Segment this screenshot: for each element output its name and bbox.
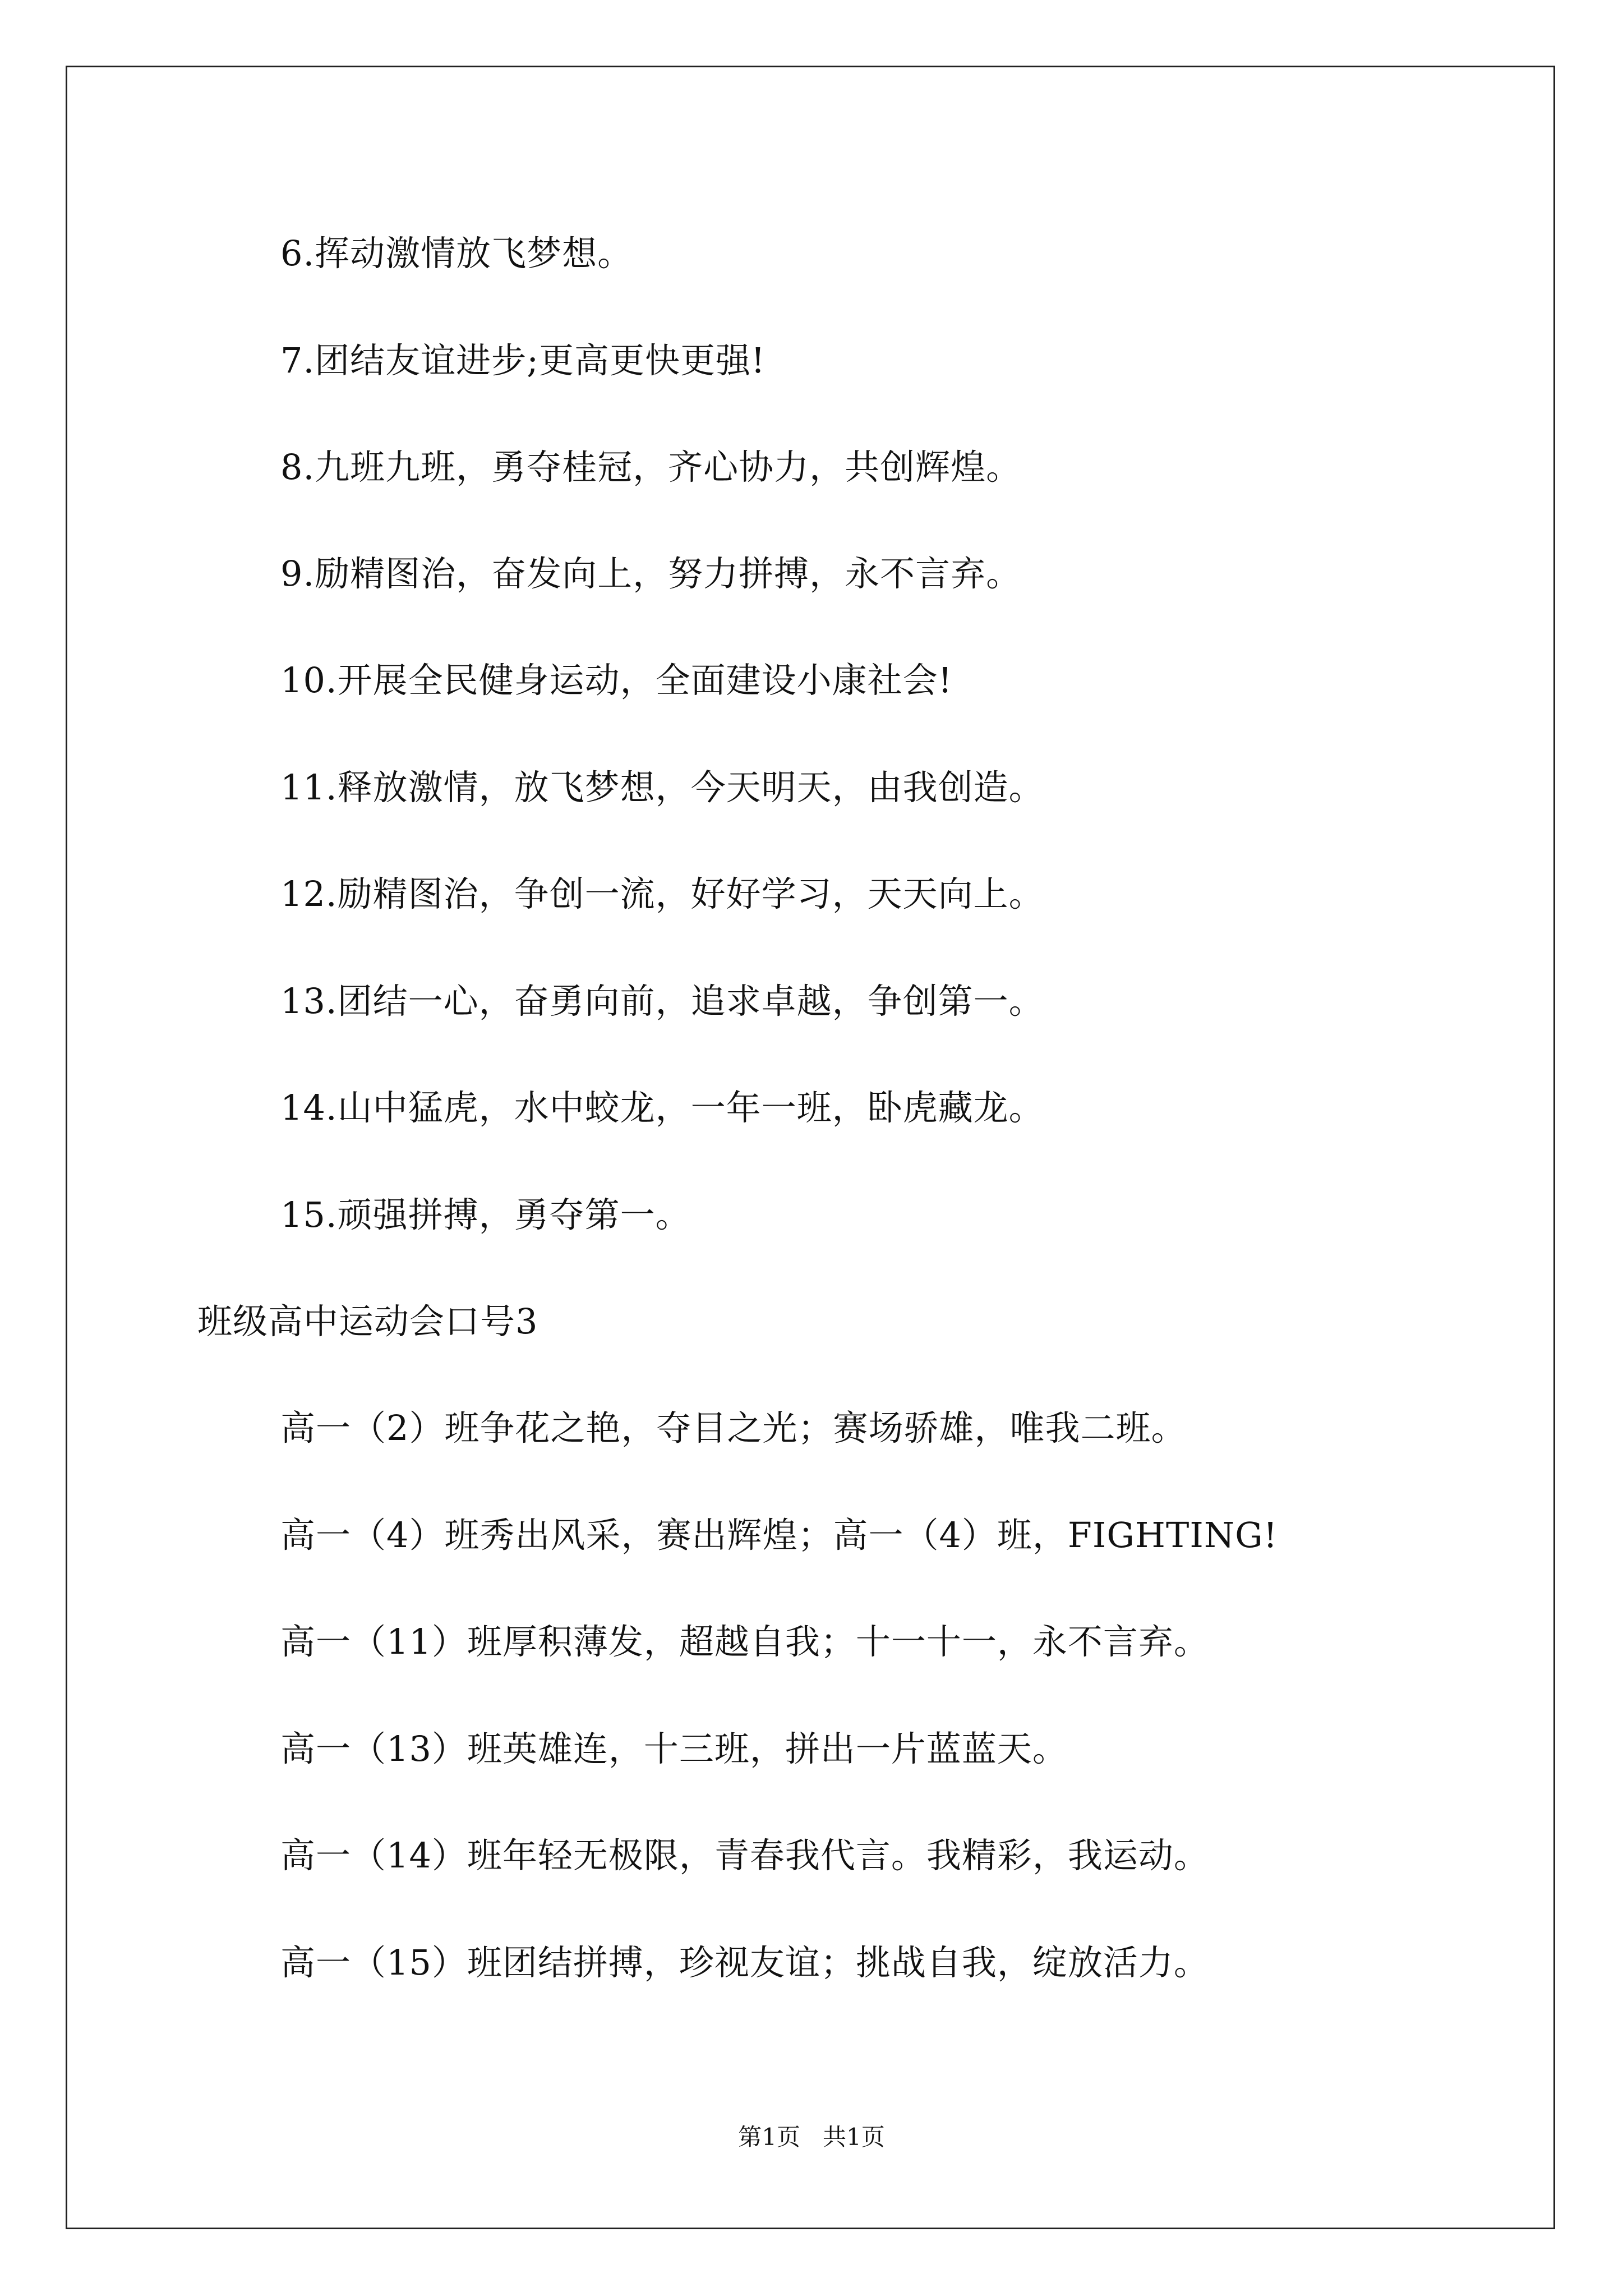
slogan-line: 12.励精图治，争创一流，好好学习，天天向上。 — [280, 873, 1044, 914]
slogan-line: 10.开展全民健身运动，全面建设小康社会! — [280, 660, 953, 701]
slogan-line: 15.顽强拼搏，勇夺第一。 — [280, 1194, 691, 1235]
page-frame — [66, 66, 1555, 2229]
slogan-line: 9.励精图治，奋发向上，努力拼搏，永不言弃。 — [280, 553, 1022, 594]
slogan-line: 13.团结一心，奋勇向前，追求卓越，争创第一。 — [280, 981, 1044, 1022]
slogan-line: 8.九班九班，勇夺桂冠，齐心协力，共创辉煌。 — [280, 447, 1022, 487]
class-slogan-line: 高一（2）班争花之艳，夺目之光；赛场骄雄，唯我二班。 — [280, 1407, 1187, 1448]
section-heading: 班级高中运动会口号3 — [197, 1301, 538, 1342]
slogan-line: 7.团结友谊进步;更高更快更强! — [280, 340, 766, 381]
slogan-line: 6.挥动激情放飞梦想。 — [280, 233, 633, 274]
page-footer: 第1页 共1页 — [738, 2123, 885, 2151]
slogan-line: 11.释放激情，放飞梦想，今天明天，由我创造。 — [280, 767, 1044, 808]
class-slogan-line: 高一（14）班年轻无极限，青春我代言。我精彩，我运动。 — [280, 1835, 1209, 1876]
class-slogan-line: 高一（11）班厚积薄发，超越自我；十一十一，永不言弃。 — [280, 1621, 1209, 1662]
class-slogan-line: 高一（4）班秀出风采，赛出辉煌；高一（4）班，FIGHTING! — [280, 1515, 1278, 1556]
class-slogan-line: 高一（15）班团结拼搏，珍视友谊；挑战自我，绽放活力。 — [280, 1942, 1209, 1983]
slogan-line: 14.山中猛虎，水中蛟龙，一年一班，卧虎藏龙。 — [280, 1087, 1044, 1128]
class-slogan-line: 高一（13）班英雄连，十三班，拼出一片蓝蓝天。 — [280, 1728, 1068, 1769]
